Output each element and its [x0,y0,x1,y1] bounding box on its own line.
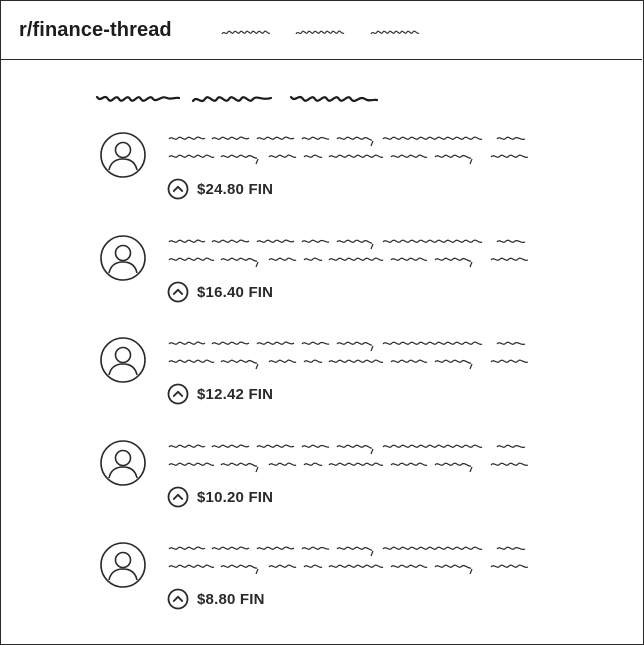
nav-scribble-1-icon [221,26,271,38]
post-item[interactable] [99,541,559,631]
post-item[interactable] [99,439,559,529]
upvote-control[interactable] [167,178,273,200]
post-item[interactable] [99,234,559,324]
post-item[interactable] [99,336,559,426]
page-heading-scribble-icon [95,87,380,111]
upvote-control[interactable] [167,383,273,405]
upvote-chevron-icon[interactable] [167,486,189,508]
nav-scribble-2-icon [295,26,345,38]
user-avatar-icon[interactable] [99,234,147,282]
post-body-scribble-icon [167,541,539,575]
user-avatar-icon[interactable] [99,336,147,384]
upvote-control[interactable] [167,281,273,303]
post-amount: $24.80 FIN [197,180,274,198]
post-body-scribble-icon [167,336,539,370]
upvote-chevron-icon[interactable] [167,588,189,610]
post-amount: $8.80 FIN [197,590,265,608]
nav-scribble-3-icon [370,26,420,38]
post-body-scribble-icon [167,234,539,268]
upvote-chevron-icon[interactable] [167,383,189,405]
upvote-control[interactable] [167,486,273,508]
post-item[interactable] [99,131,559,221]
user-avatar-icon[interactable] [99,131,147,179]
post-body-scribble-icon [167,131,539,165]
post-amount: $16.40 FIN [197,283,274,301]
post-body-scribble-icon [167,439,539,473]
nav-link-1[interactable] [221,26,271,38]
post-amount: $12.42 FIN [197,385,274,403]
nav-link-2[interactable] [295,26,345,38]
upvote-control[interactable] [167,588,265,610]
post-amount: $10.20 FIN [197,488,274,506]
top-bar [1,1,642,60]
upvote-chevron-icon[interactable] [167,281,189,303]
upvote-chevron-icon[interactable] [167,178,189,200]
user-avatar-icon[interactable] [99,439,147,487]
nav-link-3[interactable] [370,26,420,38]
user-avatar-icon[interactable] [99,541,147,589]
community-title[interactable]: r/finance-thread [19,19,172,41]
